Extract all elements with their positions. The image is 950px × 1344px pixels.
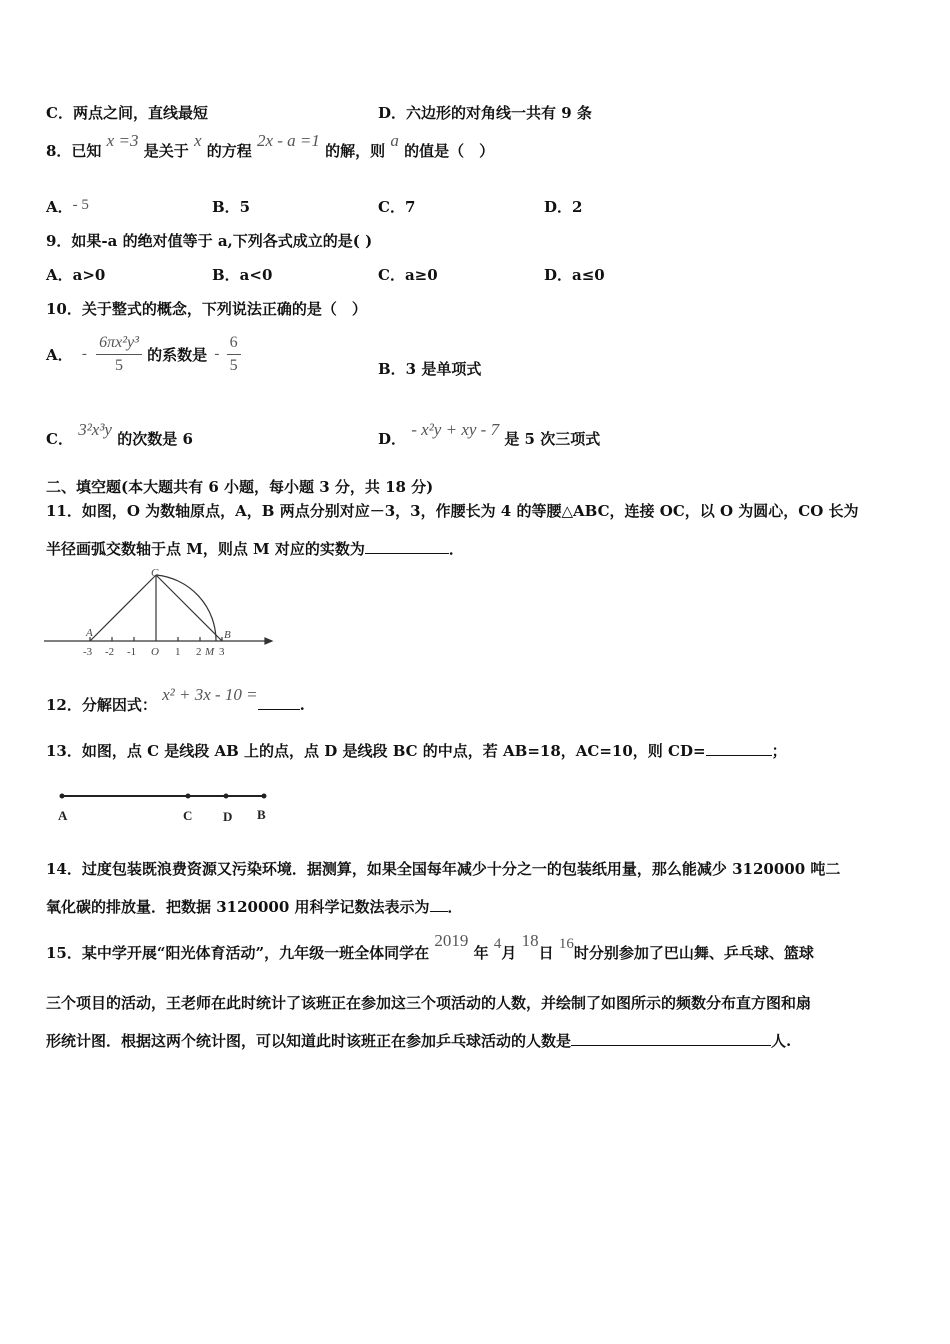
q11-figure <box>44 565 276 659</box>
q11-answer-blank <box>365 553 449 554</box>
label-a: A <box>86 627 93 639</box>
tick-label: -1 <box>127 646 137 658</box>
tick-label: 1 <box>175 646 181 658</box>
q8-stem: 8．已知 x =3 是关于 x 的方程 2x - a =1 的解，则 a 的值是（ ） <box>46 131 495 160</box>
arrow-icon <box>265 638 272 644</box>
q10-option-c: C． 3²x³y 的次数是 6 <box>46 420 193 448</box>
q8-eq2: 2x - a =1 <box>256 131 320 150</box>
q8-var-a: a <box>390 131 399 150</box>
point-a <box>60 794 65 799</box>
point-c <box>186 794 191 799</box>
tick-label: M <box>205 646 215 658</box>
point-d <box>224 794 229 799</box>
q8-option-c: C．7 <box>378 198 416 216</box>
q14-line1: 14．过度包装既浪费资源又污染环境．据测算，如果全国每年减少十分之一的包装纸用量，那么能减少 3120000 吨二 <box>46 860 841 878</box>
tick-label: O <box>151 646 159 658</box>
label-c: C <box>183 808 193 823</box>
q12-answer-blank <box>258 709 300 710</box>
q9-option-b: B．a<0 <box>212 266 273 284</box>
tick-label: -3 <box>83 646 93 658</box>
q13-figure <box>52 784 282 828</box>
q15-line2: 三个项目的活动，王老师在此时统计了该班正在参加这三个项活动的人数，并绘制了如图所示的频数分布直方图和扇 <box>46 994 812 1012</box>
arc-cm <box>156 575 216 641</box>
point-b <box>262 794 267 799</box>
q11-line1: 11．如图，O 为数轴原点，A，B 两点分别对应－3，3，作腰长为 4 的等腰△ABC，连接 OC，以 O 为圆心，CO 长为 <box>46 502 859 520</box>
q8-option-a: A．- 5 <box>46 197 89 216</box>
segment-ac <box>90 575 156 641</box>
tick-label: 2 <box>196 646 202 658</box>
q13-answer-blank <box>706 755 772 756</box>
q15-line1: 15．某中学开展“阳光体育活动”，九年级一班全体同学在 2019 年 4月 18日 16时分别参加了巴山舞、乒乓球、篮球 <box>46 931 814 962</box>
q8-var-x: x <box>193 131 202 150</box>
q10-option-a: A． - $\frac{\text{6πx²y³}}{5}$ 的系数是 - $\frac{6}{5}$ <box>46 334 241 375</box>
q11-line2: 半径画弧交数轴于点 M，则点 M 对应的实数为 ． <box>46 540 464 558</box>
label-d: D <box>223 809 233 824</box>
q9-stem: 9．如果-a 的绝对值等于 a,下列各式成立的是( ) <box>46 232 373 250</box>
q10-option-b: B．3 是单项式 <box>378 360 482 378</box>
q8-eq1: x =3 <box>106 131 139 150</box>
label-a: A <box>58 808 68 823</box>
q9-option-a: A．a>0 <box>46 266 106 284</box>
q10-option-d: D． - x²y + xy - 7 是 5 次三项式 <box>378 420 601 448</box>
q10-stem: 10．关于整式的概念，下列说法正确的是（ ） <box>46 300 367 318</box>
tick-label: -2 <box>105 646 115 658</box>
q8-option-d: D．2 <box>544 198 583 216</box>
q15-line3: 形统计图．根据这两个统计图，可以知道此时该班正在参加乒乓球活动的人数是 人. <box>46 1032 792 1050</box>
q9-option-d: D．a≤0 <box>544 266 605 284</box>
q13-stem: 13．如图，点 C 是线段 AB 上的点，点 D 是线段 BC 的中点，若 AB=18，AC=10，则 CD= ； <box>46 742 787 760</box>
q7-option-c: C．两点之间，直线最短 <box>46 104 208 122</box>
q8-option-b: B．5 <box>212 198 251 216</box>
q12: 12．分解因式： x² + 3x - 10 =. <box>46 685 305 714</box>
q7-option-d: D．六边形的对角线一共有 9 条 <box>378 104 592 122</box>
section-2-heading: 二、填空题(本大题共有 6 小题，每小题 3 分，共 18 分) <box>46 478 434 496</box>
q10-a-coefficient: $\frac{6}{5}$ <box>227 334 241 375</box>
label-c: C <box>151 567 159 579</box>
q14-answer-blank <box>430 911 448 912</box>
q9-option-c: C．a≥0 <box>378 266 438 284</box>
tick-label: 3 <box>219 646 225 658</box>
label-b: B <box>224 629 231 641</box>
label-b: B <box>257 807 266 822</box>
q10-a-fraction: $\frac{\text{6πx²y³}}{5}$ <box>96 334 142 375</box>
segment-cb <box>156 575 222 641</box>
q14-line2: 氧化碳的排放量．把数据 3120000 用科学记数法表示为 ． <box>46 898 463 916</box>
q15-answer-blank <box>571 1045 771 1046</box>
